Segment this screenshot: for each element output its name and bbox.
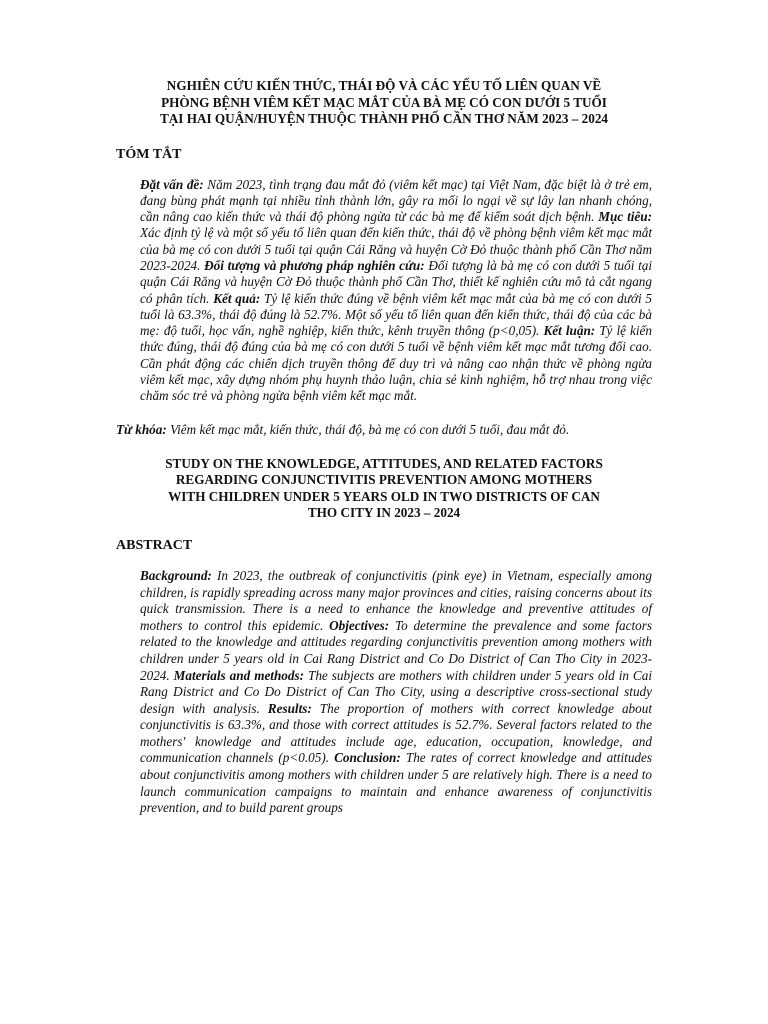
en-objective-text: To determine the prevalence and some factors related to the knowledge and attitudes regarding conjunctivitis prevention among mothers with children under 5 years old in Cai Rang District and Co Do District of Can Tho City in 2023-2024.: [140, 617, 652, 683]
vi-keywords-text: Viêm kết mạc mắt, kiến thức, thái độ, bà mẹ có con dưới 5 tuổi, đau mắt đỏ.: [166, 421, 570, 437]
vi-conclusion-label: Kết luận:: [543, 323, 596, 339]
en-conclusion-label: Conclusion:: [334, 750, 401, 766]
vi-objective-label: Mục tiêu:: [598, 209, 653, 225]
vi-background-text: Năm 2023, tình trạng đau mắt đỏ (viêm kết mạc) tại Việt Nam, đặc biệt là ở trẻ em, đang bùng phát mạnh tại nhiều tỉnh thành lớn, gây ra mối lo ngại về sự lây lan nhanh chóng, cần nâng cao kiến thức và thái độ phòng ngừa từ các bà mẹ để kiểm soát dịch bệnh.: [140, 176, 652, 225]
vi-results-label: Kết quả:: [213, 290, 261, 306]
en-background-label: Background:: [140, 567, 212, 583]
en-abstract-body: [140, 568, 652, 817]
en-title: [116, 456, 652, 522]
en-methods-label: Materials and methods:: [173, 667, 305, 683]
vi-keywords-label: Từ khóa:: [116, 421, 167, 437]
vi-summary-body: [140, 177, 652, 405]
en-background-text: In 2023, the outbreak of conjunctivitis (pink eye) in Vietnam, especially among children, is rapidly spreading across many major provinces and cities, raising concerns about its quick transmission. There is a need to enhance the knowledge and preventive attitudes of mothers to control this epidemic.: [140, 567, 652, 633]
vi-title-line: TẠI HAI QUẬN/HUYỆN THUỘC THÀNH PHỐ CẦN THƠ NĂM 2023 – 2024: [159, 111, 609, 126]
vi-summary-heading: TÓM TẮT: [116, 146, 182, 162]
en-objective-label: Objectives:: [329, 617, 390, 633]
vi-methods-label: Đối tượng và phương pháp nghiên cứu:: [204, 257, 425, 273]
en-title-line: WITH CHILDREN UNDER 5 YEARS OLD IN TWO DISTRICTS OF CAN: [168, 488, 600, 504]
en-methods-text: The subjects are mothers with children under 5 years old in Cai Rang District and Co Do District of Can Tho City, using a descriptive cross-sectional study design with analysis.: [140, 667, 652, 716]
vi-objective-text: Xác định tỷ lệ và một số yếu tố liên quan đến kiến thức, thái độ về phòng bệnh viêm kết mạc mắt của bà mẹ có con dưới 5 tuổi tại quận Cái Răng và huyện Cờ Đỏ thuộc thành phố Cần Thơ năm 2023-2024.: [140, 225, 652, 273]
vi-methods-text: Đối tượng là bà mẹ có con dưới 5 tuổi tại quận Cái Răng và huyện Cờ Đỏ thuộc thành phố Cần Thơ, thiết kế nghiên cứu mô tả cắt ngang có phân tích.: [140, 257, 652, 306]
vi-results-text: Tỷ lệ kiến thức đúng về bệnh viêm kết mạc mắt của bà mẹ có con dưới 5 tuổi là 63.3%, thái độ đúng là 52.7%. Một số yếu tố liên quan đến kiến thức, thái độ của các bà mẹ: độ tuổi, học vấn, nghề nghiệp, kiến thức, kênh truyền thông (p<0,05).: [140, 290, 652, 339]
vi-title-line: PHÒNG BỆNH VIÊM KẾT MẠC MẮT CỦA BÀ MẸ CÓ CON DƯỚI 5 TUỔI: [161, 94, 607, 110]
vi-conclusion-text: Tỷ lệ kiến thức đúng, thái độ đúng của bà mẹ có con dưới 5 tuổi về bệnh viêm kết mạc mắt tương đối cao. Cần phát động các chiến dịch truyền thông để duy trì và nâng cao nhận thức về phòng ngừa viêm kết mạc, xây dựng nhóm phụ huynh thảo luận, chia sẻ kinh nghiệm, hỗ trợ nhau trong việc chăm sóc trẻ và phòng ngừa bệnh viêm kết mạc mắt.: [140, 323, 652, 404]
en-results-label: Results:: [267, 700, 312, 716]
en-title-line: REGARDING CONJUNCTIVITIS PREVENTION AMONG MOTHERS: [175, 472, 593, 488]
en-title-line: THO CITY IN 2023 – 2024: [307, 505, 461, 521]
en-title-line: STUDY ON THE KNOWLEDGE, ATTITUDES, AND RELATED FACTORS: [165, 455, 603, 471]
vi-keywords: [116, 422, 652, 438]
paper-page: [116, 78, 652, 817]
vi-background-label: Đặt vấn đề:: [140, 176, 204, 192]
vi-title-line: NGHIÊN CỨU KIẾN THỨC, THÁI ĐỘ VÀ CÁC YẾU TỐ LIÊN QUAN VỀ: [166, 78, 602, 93]
en-abstract-heading: ABSTRACT: [116, 537, 193, 553]
en-results-text: The proportion of mothers with correct knowledge about conjunctivitis is 63.3%, and those with correct attitudes is 52.7%. Several factors related to the mothers' knowledge and attitudes include age, education, occupation, knowledge, and communication channels (p<0.05).: [140, 700, 652, 766]
en-conclusion-text: The rates of correct knowledge and attitudes about conjunctivitis among mothers with children under 5 are relatively high. There is a need to launch communication campaigns to maintain and enhance awareness of conjunctivitis prevention, and to build parent groups: [140, 750, 652, 816]
vi-title: [116, 78, 652, 128]
